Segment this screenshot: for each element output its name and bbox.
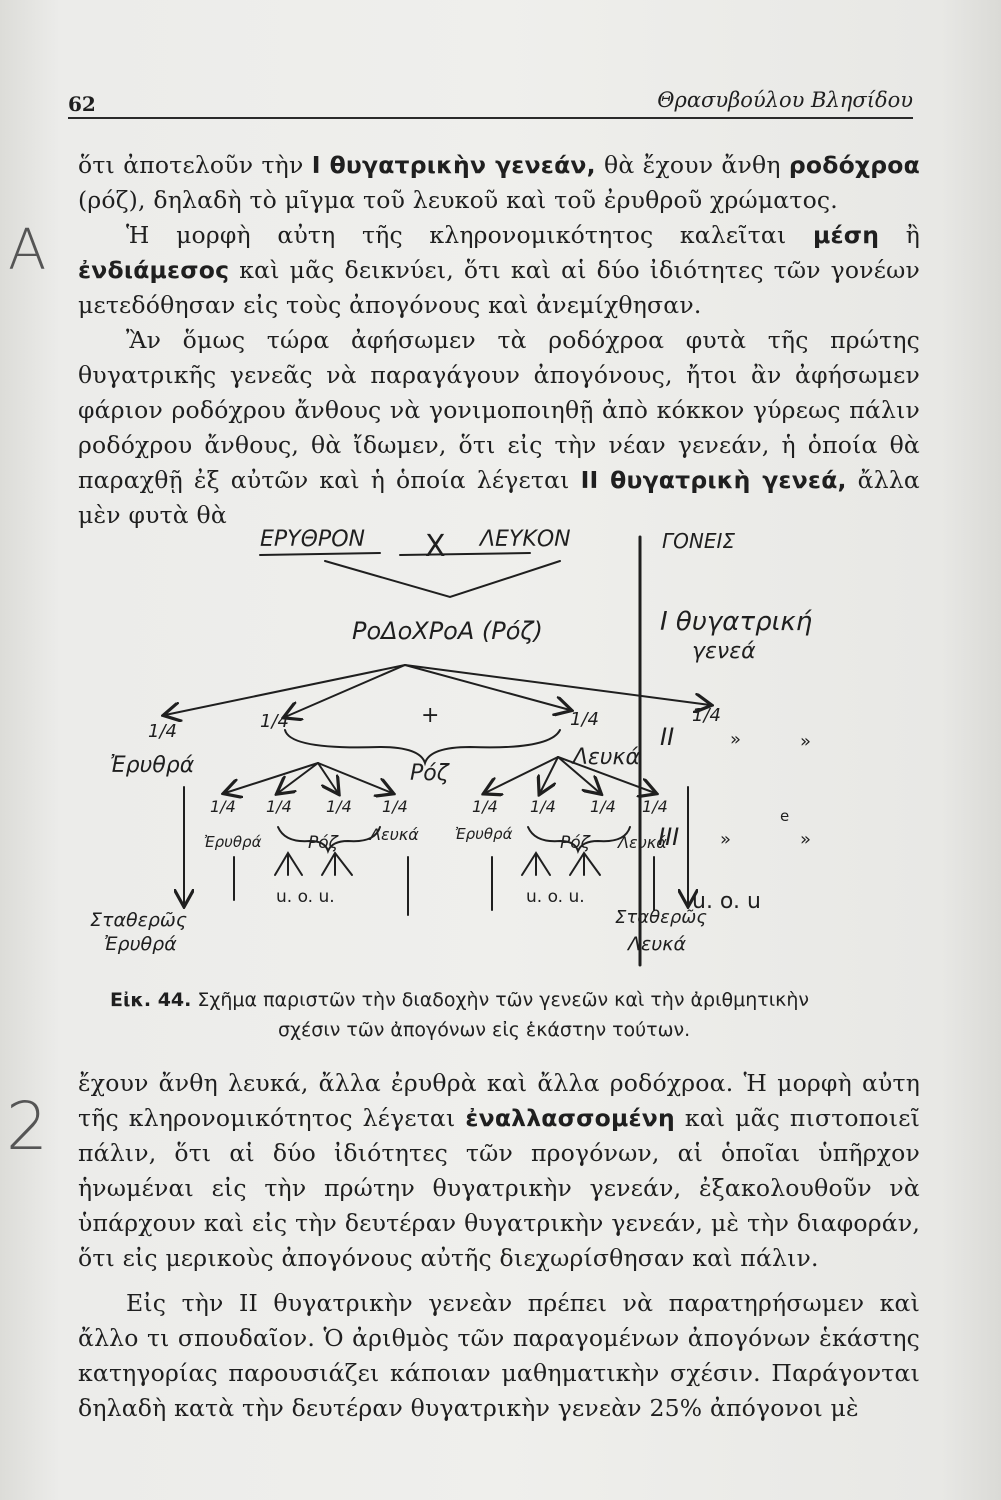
col-second-generation: ΙΙ [660, 723, 675, 751]
sub-quarter-6: 1/4 [530, 797, 556, 816]
arrow-to-white [405, 665, 710, 705]
hybrid-pink-label: ΡοΔοΧΡοΑ (Ρόζ) [352, 617, 543, 645]
text-run: (ρόζ), δηλαδὴ τὸ μῖγμα τοῦ λευκοῦ καὶ τοῦ ἐρυθροῦ χρώματος. [78, 186, 838, 214]
text-run: ἢ [879, 221, 920, 249]
cross-symbol: Χ [425, 529, 446, 564]
sub-quarter-1: 1/4 [210, 797, 236, 816]
split-left-1 [275, 853, 302, 875]
bold-term-alternating: ἐναλλασσομένη [465, 1104, 675, 1132]
bold-term-pink: ροδόχροα [788, 151, 920, 179]
split-right-2 [570, 853, 600, 875]
stable-white-line2: Λευκά [628, 933, 686, 955]
paragraph-mathematical-relation [78, 1286, 920, 1426]
sub-quarter-3: 1/4 [326, 797, 352, 816]
stable-red-line2: Ἐρυθρά [104, 933, 177, 955]
split-left-2 [322, 853, 352, 875]
figure-44-diagram [80, 525, 930, 975]
text-run: θὰ ἔχουν ἄνθη [595, 151, 789, 179]
page-number: 62 [68, 92, 96, 116]
parent-red-underline [260, 553, 380, 555]
parent-cross-lines [325, 561, 560, 597]
col-third-mark-e: e [780, 807, 790, 825]
margin-pencil-mark-2: 2 [6, 1088, 48, 1165]
arrow-to-pink-left [285, 665, 405, 717]
col-uou-label: u. o. u [692, 889, 761, 914]
uou-left-label: u. o. u. [276, 887, 335, 907]
header-rule [68, 117, 913, 119]
col-third-ditto-1: » [720, 829, 732, 850]
margin-pencil-mark-a: A [8, 218, 47, 283]
col-third-generation: ΙΙΙ [658, 823, 680, 851]
running-title: Θρασυβούλου Βλησίδου [657, 88, 913, 112]
sub-pink-left-label: Ρόζ [308, 833, 338, 853]
sub-white-left-label: Λευκά [370, 825, 419, 844]
col-first-generation-line2: γενεά [692, 639, 756, 664]
text-run: Ἡ μορφὴ αὐτη τῆς κληρονομικότητος καλεῖται [126, 221, 813, 249]
white-offspring-label: Λευκά [572, 745, 640, 770]
arrow-to-red [165, 665, 405, 715]
text-run: ὅτι ἀποτελοῦν τὴν [78, 151, 312, 179]
caption-line2: σχέσιν τῶν ἀπογόνων εἰς ἑκάστην τούτων. [278, 1019, 691, 1041]
caption-label: Εἰκ. 44. [110, 989, 192, 1011]
paragraph-intermediate-inheritance [78, 218, 920, 323]
col-second-ditto-1: » [730, 729, 742, 750]
col-first-generation-line1: Ι θυγατρική [660, 607, 813, 637]
sub-arrow-1 [225, 763, 318, 793]
caption-line1: Σχῆμα παριστῶν τὴν διαδοχὴν τῶν γενεῶν καὶ τὴν ἀριθμητικὴν [191, 989, 809, 1011]
paragraph-alternating-inheritance [78, 1066, 920, 1276]
sub-quarter-5: 1/4 [472, 797, 498, 816]
stable-white-line1: Σταθερῶς [615, 907, 707, 928]
sub-quarter-2: 1/4 [266, 797, 292, 816]
figure-caption [110, 985, 930, 1045]
bold-term-middle: μέση [812, 221, 880, 249]
sub-red-right-label: Ἐρυθρά [455, 825, 513, 843]
parent-white-underline [400, 553, 530, 555]
quarter-white: 1/4 [692, 705, 721, 726]
sub-red-left-label: Ἐρυθρά [204, 833, 262, 851]
col-third-ditto-2: » [800, 829, 812, 850]
col-second-ditto-2: » [800, 731, 812, 752]
text-run: καὶ μᾶς πιστοποιεῖ πάλιν, ὅτι αἱ δύο ἰδιότητες τῶν προγόνων, αἱ ὁποῖαι ὑπῆρχον ἡνωμέναι εἰς τὴν πρώτην θυγατρικὴν γενεάν, ἐξακολουθοῦν νὰ ὑπάρχουν καὶ εἰς τὴν δευτέραν θυγατρικὴν γενεάν, μὲ τὴν διαφοράν, ὅτι εἰς μερικοὺς ἀπογόνους αὐτῆς διεχωρίσθησαν καὶ πάλιν. [78, 1104, 920, 1272]
text-run: ἄλλα μὲν φυτὰ θὰ [78, 466, 921, 529]
quarter-pink-left: 1/4 [260, 711, 289, 732]
sub-arrow-2 [278, 763, 318, 793]
sub-quarter-4: 1/4 [382, 797, 408, 816]
quarter-red: 1/4 [148, 721, 177, 742]
stable-red-line1: Σταθερῶς [90, 909, 187, 931]
quarter-pink-right: 1/4 [570, 709, 599, 730]
pink-offspring-label: Ρόζ [410, 761, 449, 786]
parent-red-label: ΕΡΥΘΡΟΝ [260, 527, 365, 552]
text-run: Εἰς τὴν ΙΙ θυγατρικὴν γενεὰν πρέπει νὰ παρατηρήσωμεν καὶ ἄλλο τι σπουδαῖον. Ὁ ἀριθμὸς τῶν παραγομένων ἀπογόνων ἑκάστης κατηγορίας παρουσιάζει κάποιαν μαθηματικὴν σχέσιν. Παράγονται δηλαδὴ κατὰ τὴν δευτέραν θυγατρικὴν γενεὰν 25% ἀπόγονοι μὲ [78, 1289, 920, 1422]
sub-quarter-8: 1/4 [642, 797, 668, 816]
sub-pink-right-label: Ρόζ [560, 833, 590, 853]
pink-brace [285, 730, 560, 763]
text-run: ἔχουν ἄνθη λευκά, ἄλλα ἐρυθρὰ καὶ ἄλλα ροδόχροα. Ἡ μορφὴ αὐτη τῆς κληρονομικότητος λέγεται [78, 1069, 920, 1132]
col-parents-label: ΓΟΝΕΙΣ [662, 529, 736, 553]
paragraph-second-generation [78, 323, 920, 533]
sub-arrow-5 [485, 757, 558, 793]
split-right-1 [522, 853, 550, 875]
text-run: καὶ μᾶς δεικνύει, ὅτι καὶ αἱ δύο ἰδιότητες τῶν γονέων μετεδόθησαν εἰς τοὺς ἀπογόνους καὶ ἀνεμίχθησαν. [78, 256, 920, 319]
uou-right-label: u. o. u. [526, 887, 585, 907]
bold-term-second-generation: ΙΙ θυγατρικὴ γενεά, [580, 466, 847, 494]
bold-term-first-generation: Ι θυγατρικὴν γενεάν, [311, 151, 596, 179]
red-offspring-label: Ἐρυθρά [110, 753, 195, 778]
sub-white-right-label: Λευκά [618, 833, 667, 852]
parent-white-label: ΛΕΥΚΟΝ [480, 527, 571, 552]
paragraph-intro [78, 148, 920, 218]
sub-quarter-7: 1/4 [590, 797, 616, 816]
plus-sign: + [421, 703, 440, 728]
text-run: Ἂν ὅμως τώρα ἀφήσωμεν τὰ ροδόχροα φυτὰ τῆς πρώτης θυγατρικῆς γενεᾶς νὰ παραγάγουν ἀπογόνους, ἤτοι ἂν ἀφήσωμεν φάριον ροδόχρου ἄνθους νὰ γονιμοποιηθῇ ἀπὸ κόκκον γύρεως πάλιν ροδόχρου ἄνθους, θὰ ἴδωμεν, ὅτι εἰς τὴν νέαν γενεάν, ἡ ὁποία θὰ παραχθῇ ἐξ αὐτῶν καὶ ἡ ὁποία λέγεται [78, 326, 920, 494]
bold-term-intermediate: ἐνδιάμεσος [78, 256, 230, 284]
